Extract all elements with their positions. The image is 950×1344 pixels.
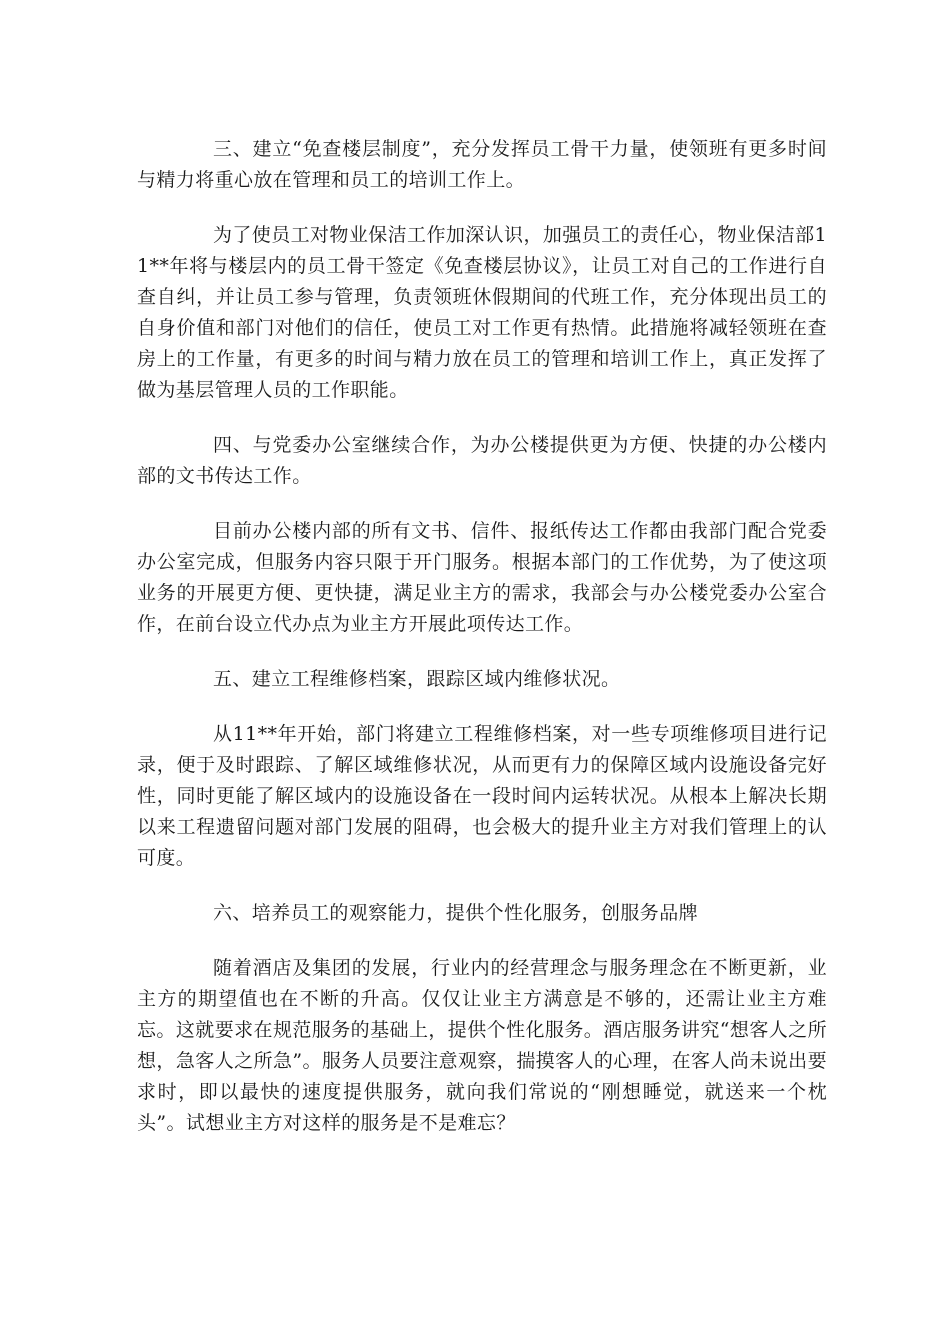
- section-body-4: 目前办公楼内部的所有文书、信件、报纸传达工作都由我部门配合党委办公室完成，但服务内容只限于开门服务。根据本部门的工作优势，为了使这项业务的开展更方便、更快捷，满足业主方的需求，我部会与办公楼党委办公室合作，在前台设立代办点为业主方开展此项传达工作。: [137, 520, 827, 635]
- section-heading-4: 四、与党委办公室继续合作，为办公楼提供更为方便、快捷的办公楼内部的文书传达工作。: [137, 434, 827, 487]
- section-heading-6: 六、培养员工的观察能力，提供个性化服务，创服务品牌: [213, 902, 699, 924]
- section-body-3: 为了使员工对物业保洁工作加深认识，加强员工的责任心，物业保洁部11**年将与楼层内的员工骨干签定《免查楼层协议》，让员工对自己的工作进行自查自纠，并让员工参与管理，负责领班休假期间的代班工作，充分体现出员工的自身价值和部门对他们的信任，使员工对工作更有热情。此措施将减轻领班在查房上的工作量，有更多的时间与精力放在员工的管理和培训工作上，真正发挥了做为基层管理人员的工作职能。: [137, 224, 827, 401]
- section-heading-3: 三、建立“免查楼层制度”，充分发挥员工骨干力量，使领班有更多时间与精力将重心放在管理和员工的培训工作上。: [137, 138, 827, 191]
- section-heading-5: 五、建立工程维修档案，跟踪区域内维修状况。: [213, 668, 621, 690]
- document-page: [137, 134, 827, 1139]
- section-body-6: 随着酒店及集团的发展，行业内的经营理念与服务理念在不断更新，业主方的期望值也在不断的升高。仅仅让业主方满意是不够的，还需让业主方难忘。这就要求在规范服务的基础上，提供个性化服务。酒店服务讲究“想客人之所想，急客人之所急”。服务人员要注意观察，揣摸客人的心理，在客人尚未说出要求时，即以最快的速度提供服务，就向我们常说的“刚想睡觉，就送来一个枕头”。试想业主方对这样的服务是不是难忘？: [137, 957, 827, 1134]
- section-body-5: 从11**年开始，部门将建立工程维修档案，对一些专项维修项目进行记录，便于及时跟踪、了解区域维修状况，从而更有力的保障区域内设施设备完好性，同时更能了解区域内的设施设备在一段时间内运转状况。从根本上解决长期以来工程遗留问题对部门发展的阻碍，也会极大的提升业主方对我们管理上的认可度。: [137, 723, 827, 869]
